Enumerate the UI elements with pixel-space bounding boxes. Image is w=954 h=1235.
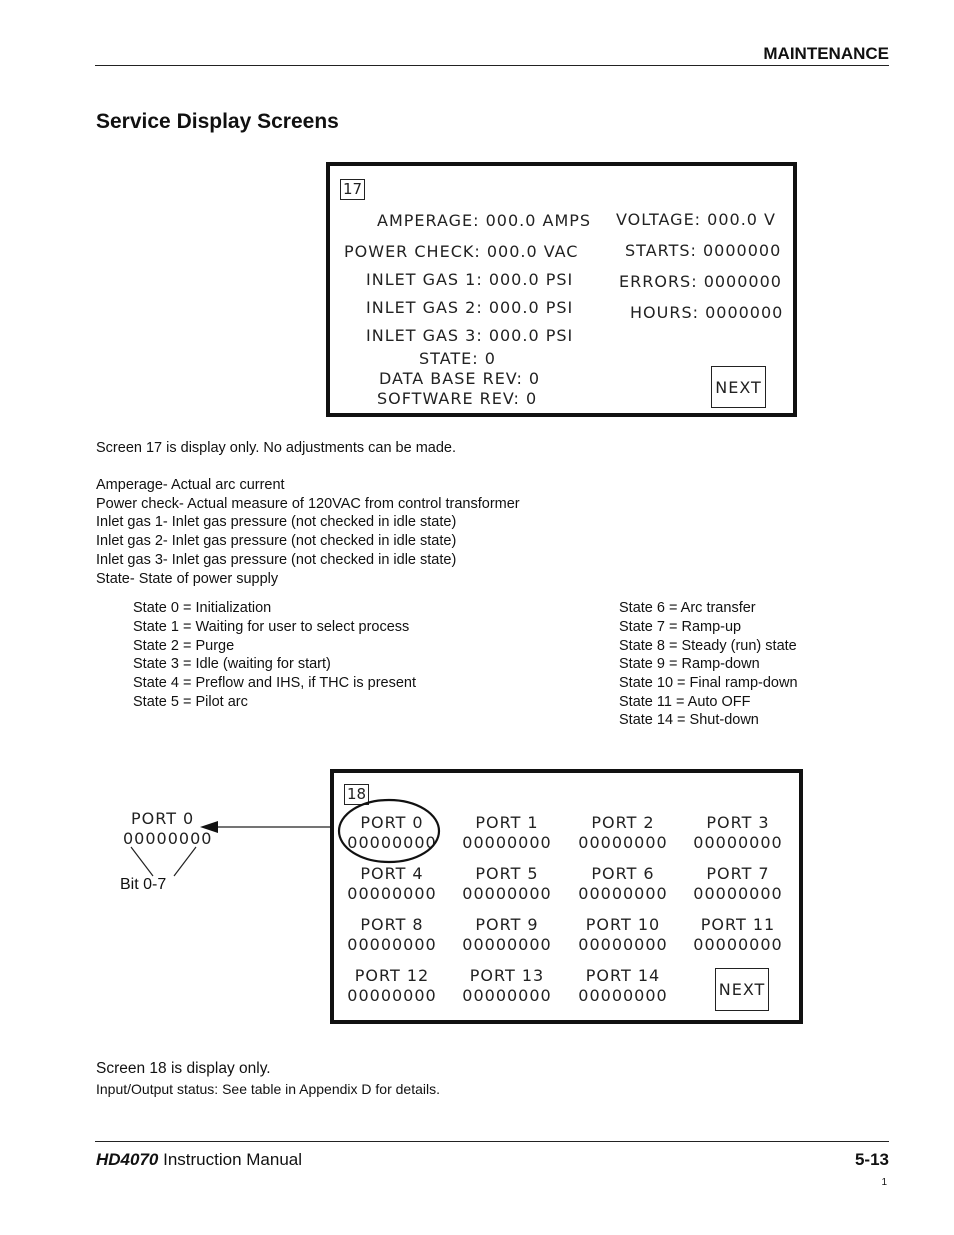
port-label: PORT 8 <box>360 915 424 934</box>
amperage-readout: AMPERAGE: 000.0 AMPS <box>377 211 592 230</box>
footer-manual-title <box>96 1150 302 1170</box>
port-value: 00000000 <box>693 935 783 954</box>
state-item: State 9 = Ramp-down <box>619 656 760 672</box>
state-item: State 0 = Initialization <box>133 600 272 616</box>
page-number: 5-13 <box>854 1150 889 1169</box>
port-label: PORT 10 <box>585 915 661 934</box>
software-rev-readout: SOFTWARE REV: 0 <box>377 389 538 408</box>
state-item: State 6 = Arc transfer <box>619 600 756 616</box>
definition-inlet-gas-1: Inlet gas 1- Inlet gas pressure (not checked in idle state) <box>96 514 457 530</box>
state-item: State 2 = Purge <box>133 638 235 654</box>
port-value: 00000000 <box>693 833 783 852</box>
hours-readout: HOURS: 0000000 <box>630 303 784 322</box>
inlet-gas-1-readout: INLET GAS 1: 000.0 PSI <box>366 270 574 289</box>
next-button[interactable]: NEXT <box>711 366 766 408</box>
port-value: 00000000 <box>347 833 437 852</box>
bit-bracket-left <box>131 847 153 876</box>
port-label: PORT 0 <box>360 813 424 832</box>
port-label: PORT 12 <box>354 966 430 985</box>
screen-number: 17 <box>340 179 365 200</box>
definition-power-check: Power check- Actual measure of 120VAC from control transformer <box>96 496 520 512</box>
power-check-readout: POWER CHECK: 000.0 VAC <box>344 242 579 261</box>
callout-bit-label: Bit 0-7 <box>120 876 167 893</box>
port-label: PORT 7 <box>706 864 770 883</box>
voltage-readout: VOLTAGE: 000.0 V <box>616 210 776 229</box>
screen-18-note: Screen 18 is display only. <box>96 1060 271 1077</box>
errors-readout: ERRORS: 0000000 <box>619 272 782 291</box>
manual-label: Instruction Manual <box>158 1150 303 1169</box>
port-0-highlight-ellipse <box>334 773 799 1020</box>
port-value: 00000000 <box>578 986 668 1005</box>
inlet-gas-3-readout: INLET GAS 3: 000.0 PSI <box>366 326 574 345</box>
port-value: 00000000 <box>462 986 552 1005</box>
port-value: 00000000 <box>462 935 552 954</box>
screen-number: 18 <box>344 784 369 805</box>
state-item: State 10 = Final ramp-down <box>619 675 798 691</box>
port-value: 00000000 <box>578 935 668 954</box>
state-readout: STATE: 0 <box>419 349 496 368</box>
revision-number: 1 <box>881 1177 887 1188</box>
callout-arrow-head <box>200 821 218 833</box>
port-value: 00000000 <box>462 884 552 903</box>
callout-port-value: 00000000 <box>123 829 213 848</box>
bit-bracket-right <box>174 847 196 876</box>
definition-state: State- State of power supply <box>96 571 279 587</box>
port-value: 00000000 <box>693 884 783 903</box>
port-label: PORT 14 <box>585 966 661 985</box>
port-label: PORT 11 <box>700 915 776 934</box>
port-value: 00000000 <box>347 986 437 1005</box>
port-value: 00000000 <box>578 833 668 852</box>
port-label: PORT 4 <box>360 864 424 883</box>
definition-amperage: Amperage- Actual arc current <box>96 477 285 493</box>
port-label: PORT 13 <box>469 966 545 985</box>
next-button[interactable]: NEXT <box>715 968 769 1011</box>
port-value: 00000000 <box>347 935 437 954</box>
port-value: 00000000 <box>578 884 668 903</box>
state-item: State 8 = Steady (run) state <box>619 638 797 654</box>
port-value: 00000000 <box>347 884 437 903</box>
screen-18-subnote: Input/Output status: See table in Appendix D for details. <box>96 1081 440 1097</box>
product-name: HD4070 <box>96 1150 159 1169</box>
inlet-gas-2-readout: INLET GAS 2: 000.0 PSI <box>366 298 574 317</box>
database-rev-readout: DATA BASE REV: 0 <box>379 369 541 388</box>
screen-18-display <box>330 769 803 1024</box>
port-label: PORT 3 <box>706 813 770 832</box>
state-item: State 4 = Preflow and IHS, if THC is present <box>133 675 417 691</box>
starts-readout: STARTS: 0000000 <box>625 241 782 260</box>
state-item: State 1 = Waiting for user to select process <box>133 619 410 635</box>
port-label: PORT 2 <box>591 813 655 832</box>
state-item: State 14 = Shut-down <box>619 712 759 728</box>
port-value: 00000000 <box>462 833 552 852</box>
port-label: PORT 1 <box>475 813 539 832</box>
port-label: PORT 9 <box>475 915 539 934</box>
screen-17-note: Screen 17 is display only. No adjustments can be made. <box>96 440 457 456</box>
page-title: Service Display Screens <box>96 110 339 133</box>
state-item: State 3 = Idle (waiting for start) <box>133 656 331 672</box>
port-label: PORT 6 <box>591 864 655 883</box>
state-item: State 7 = Ramp-up <box>619 619 742 635</box>
footer-rule <box>95 1141 889 1142</box>
section-header: MAINTENANCE <box>763 44 889 63</box>
state-item: State 11 = Auto OFF <box>619 694 751 710</box>
state-item: State 5 = Pilot arc <box>133 694 248 710</box>
definition-inlet-gas-3: Inlet gas 3- Inlet gas pressure (not checked in idle state) <box>96 552 457 568</box>
port-label: PORT 5 <box>475 864 539 883</box>
definition-inlet-gas-2: Inlet gas 2- Inlet gas pressure (not checked in idle state) <box>96 533 457 549</box>
callout-port-label: PORT 0 <box>131 809 195 828</box>
